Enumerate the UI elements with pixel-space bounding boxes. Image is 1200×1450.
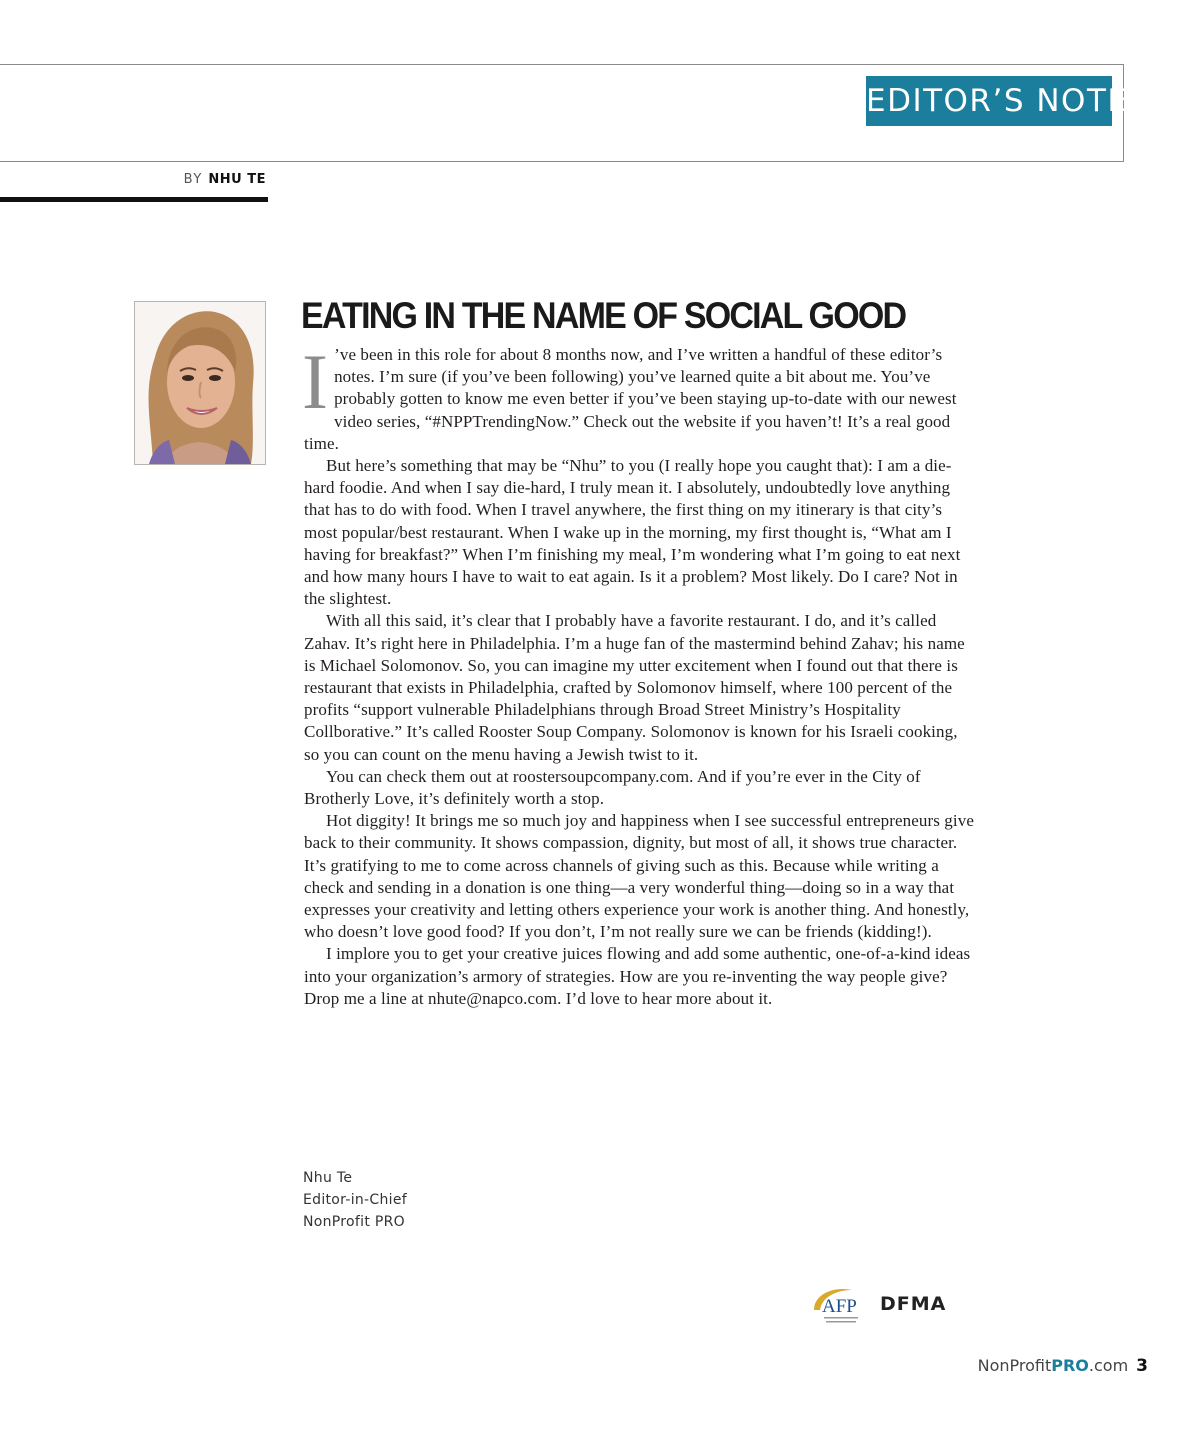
- article-paragraph: But here’s something that may be “Nhu” to you (I really hope you caught that): I am a die-hard foodie. And when I say die-hard, I truly mean it. I absolutely, undoubtedly love anything that has to do with food. When I travel anywhere, the first thing on my itinerary is that city’s most popular/best restaurant. When I wake up in the morning, my first thought is, “What am I having for breakfast?” When I’m finishing my meal, I’m wondering what I’m going to eat next and how many hours I have to wait to eat again. Is it a problem? Most likely. Do I care? Not in the slightest.: [304, 456, 961, 609]
- article-paragraph: [302, 338, 976, 455]
- author-photo: [134, 301, 266, 465]
- byline-author: NHU TE: [208, 172, 266, 187]
- footer-site-suffix: .com: [1088, 1356, 1129, 1375]
- paragraph-text: ’ve been in this role for about 8 months now, and I’ve written a handful of these editor’s notes. I’m sure (if you’ve been following) you’ve learned quite a bit about me. You’ve probably gotten to know me even better if you’ve been staying up-to-date with our newest video series, “#NPPTrendingNow.” Check out the website if you haven’t! It’s a real good time.: [304, 345, 957, 453]
- signature-title: Editor-in-Chief: [303, 1192, 407, 1208]
- article-paragraph: With all this said, it’s clear that I probably have a favorite restaurant. I do, and it’s called Zahav. It’s right here in Philadelphia. I’m a huge fan of the mastermind behind Zahav; his name is Michael Solomonov. So, you can imagine my utter excitement when I found out that there is restaurant that exists in Philadelphia, crafted by Solomonov himself, where 100 percent of the profits “support vulnerable Philadelphians through Broad Street Ministry’s Hospitality Collborative.” It’s called Rooster Soup Company. Solomonov is known for his Israeli cooking, so you can count on the menu having a Jewish twist to it.: [304, 611, 965, 764]
- page-footer: [978, 1356, 1148, 1376]
- signature-name: Nhu Te: [303, 1170, 353, 1186]
- byline: [184, 172, 266, 187]
- article-paragraph: I implore you to get your creative juices flowing and add some authentic, one-of-a-kind ideas into your organization’s armory of strategies. How are you re-inventing the way people give? Drop me a line at nhute@napco.com. I’d love to hear more about it.: [304, 944, 971, 1008]
- signature-publication: NonProfit PRO: [303, 1214, 405, 1230]
- drop-cap: I: [302, 338, 329, 425]
- dfma-logo: DFMA: [880, 1293, 947, 1315]
- byline-rule: [0, 197, 268, 202]
- page-number: 3: [1136, 1356, 1148, 1376]
- article-headline: EATING IN THE NAME OF SOCIAL GOOD: [301, 295, 906, 337]
- signature-block: [303, 1167, 407, 1233]
- article-paragraph: You can check them out at roostersoupcompany.com. And if you’re ever in the City of Brotherly Love, it’s definitely worth a stop.: [304, 766, 921, 809]
- article-body: [302, 338, 976, 1010]
- afp-logo: [808, 1286, 872, 1328]
- byline-prefix: BY: [183, 172, 203, 187]
- footer-site-brand: PRO: [1051, 1356, 1089, 1375]
- article-paragraph: Hot diggity! It brings me so much joy and happiness when I see successful entrepreneurs give back to their community. It shows compassion, dignity, but most of all, it shows true character. It’s gratifying to me to come across channels of giving such as this. Because while writing a check and sending in a donation is one thing—a very wonderful thing—doing so in a way that expresses your creativity and letting others experience your work is another thing. And honestly, who doesn’t love good food? If you don’t, I’m not really sure we can be friends (kidding!).: [304, 811, 974, 942]
- footer-site-prefix: NonProfit: [977, 1356, 1052, 1375]
- section-label: EDITOR’S NOTE: [866, 76, 1112, 126]
- afp-logo-text: AFP: [822, 1296, 857, 1317]
